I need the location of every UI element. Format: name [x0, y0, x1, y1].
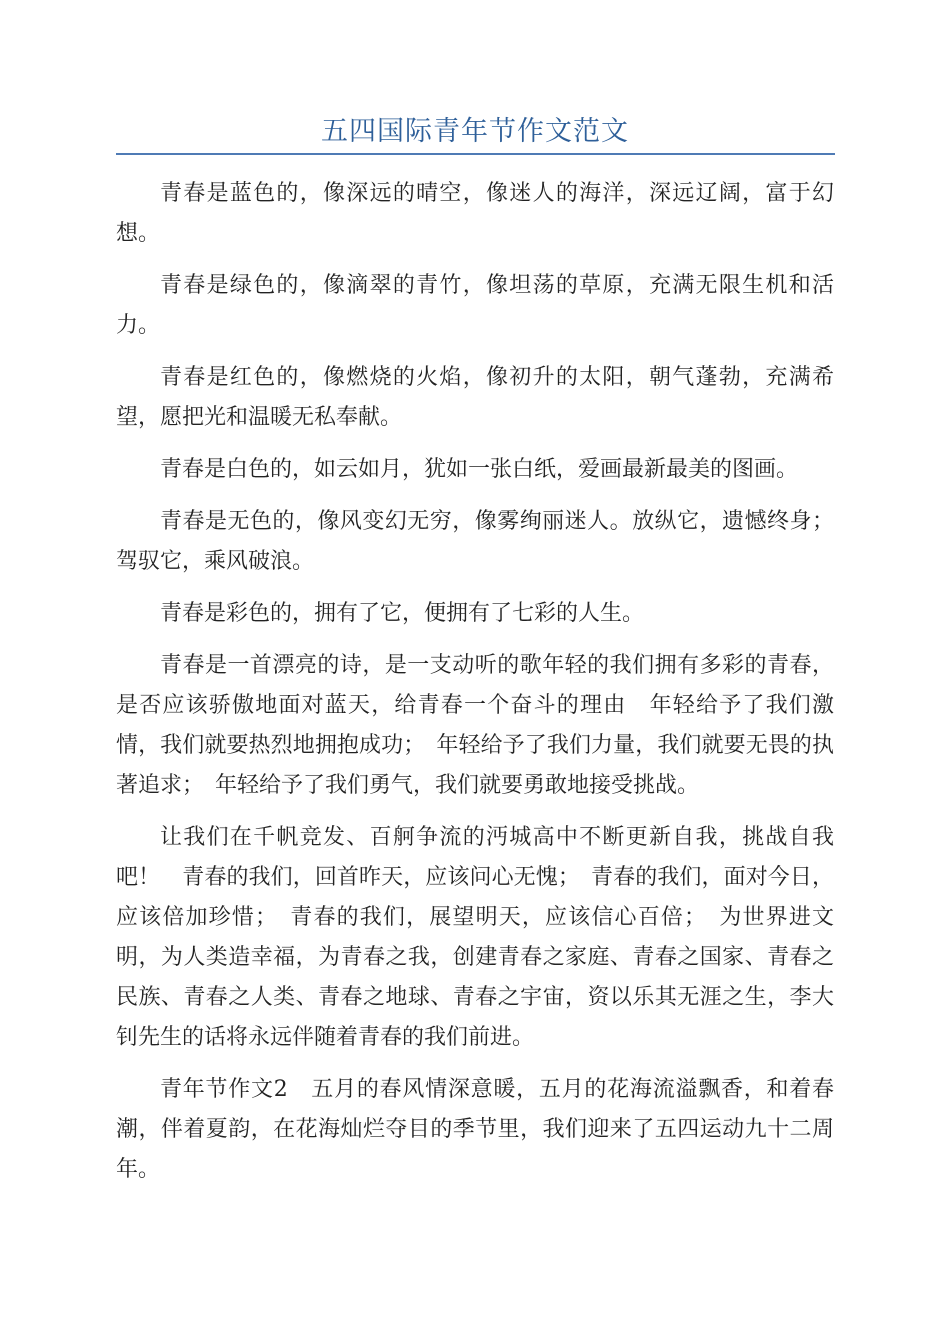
paragraph-4: 青春是白色的，如云如月，犹如一张白纸，爱画最新最美的图画。 [160, 457, 799, 482]
paragraph-5: 青春是无色的，像风变幻无穷，像雾绚丽迷人。放纵它，遗憾终身；驾驭它，乘风破浪。 [116, 509, 834, 574]
title-underline [116, 153, 835, 155]
paragraph-6: 青春是彩色的，拥有了它，便拥有了七彩的人生。 [160, 601, 645, 626]
paragraph-1: 青春是蓝色的，像深远的晴空，像迷人的海洋，深远辽阔，富于幻想。 [116, 181, 834, 246]
paragraph-8: 让我们在千帆竞发、百舸争流的沔城高中不断更新自我，挑战自我吧！ 青春的我们，回首昨天，应该问心无愧； 青春的我们，面对今日，应该倍加珍惜； 青春的我们，展望明天，应该信心百倍； 为世界进文明，为人类造幸福，为青春之我，创建青春之家庭、青春之国家、青春之民族、青春之人类、青春之地球、青春之宇宙，资以乐其无涯之生，李大钊先生的话将永远伴随着青春的我们前进。 [116, 825, 834, 1050]
document-title [116, 112, 834, 152]
document-body [116, 174, 834, 1202]
paragraph-9: 青年节作文2 五月的春风情深意暖，五月的花海流溢飘香，和着春潮，伴着夏韵，在花海灿烂夺目的季节里，我们迎来了五四运动九十二周年。 [116, 1077, 834, 1182]
paragraph-7: 青春是一首漂亮的诗，是一支动听的歌年轻的我们拥有多彩的青春，是否应该骄傲地面对蓝天，给青春一个奋斗的理由 年轻给予了我们激情，我们就要热烈地拥抱成功； 年轻给予了我们力量，我们就要无畏的执著追求； 年轻给予了我们勇气，我们就要勇敢地接受挑战。 [116, 653, 834, 798]
paragraph-3: 青春是红色的，像燃烧的火焰，像初升的太阳，朝气蓬勃，充满希望，愿把光和温暖无私奉献。 [116, 365, 834, 430]
document-title-text: 五四国际青年节作文范文 [321, 116, 629, 147]
paragraph-2: 青春是绿色的，像滴翠的青竹，像坦荡的草原，充满无限生机和活力。 [116, 273, 834, 338]
